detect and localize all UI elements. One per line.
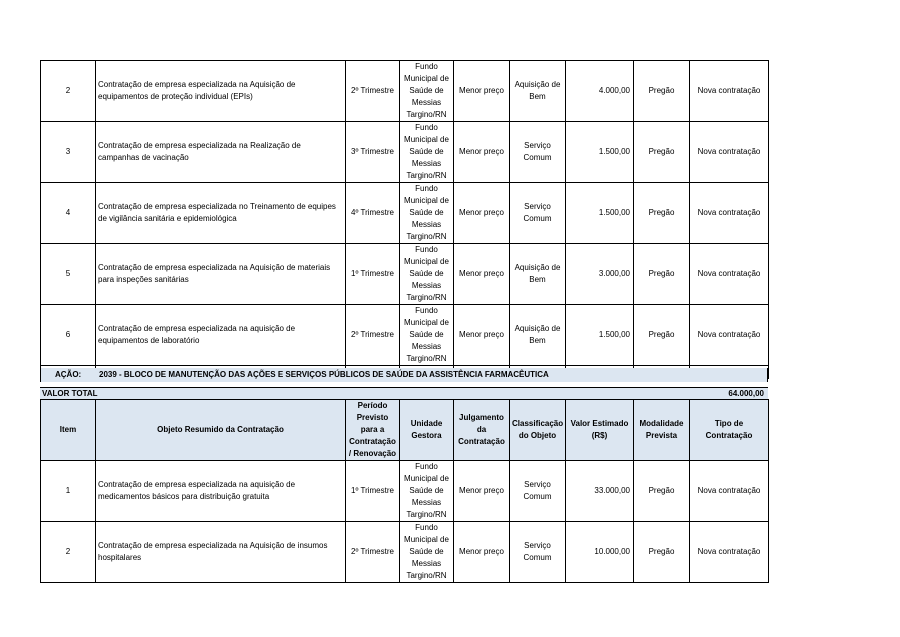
table-row (41, 305, 769, 366)
procurement-table-1 (40, 60, 769, 379)
periodo-cell: 1º Trimestre (346, 461, 400, 522)
tipo-cell: Nova contratação (690, 183, 769, 244)
unidade-cell: Fundo Municipal de Saúde de Messias Targino/RN (400, 122, 454, 183)
modalidade-cell: Pregão (634, 461, 690, 522)
valor-total-value: 64.000,00 (728, 389, 764, 398)
classificacao-cell: Serviço Comum (510, 461, 566, 522)
header-objeto: Objeto Resumido da Contratação (96, 400, 346, 461)
header-item: Item (41, 400, 96, 461)
modalidade-cell: Pregão (634, 522, 690, 583)
julgamento-cell: Menor preço (454, 122, 510, 183)
classificacao-cell: Aquisição de Bem (510, 244, 566, 305)
classificacao-cell: Serviço Comum (510, 183, 566, 244)
unidade-cell: Fundo Municipal de Saúde de Messias Targino/RN (400, 461, 454, 522)
periodo-cell: 2º Trimestre (346, 305, 400, 366)
header-valor: Valor Estimado (R$) (566, 400, 634, 461)
valor-cell: 1.500,00 (566, 183, 634, 244)
item-cell: 2 (41, 522, 96, 583)
julgamento-cell: Menor preço (454, 183, 510, 244)
unidade-cell: Fundo Municipal de Saúde de Messias Targino/RN (400, 244, 454, 305)
periodo-cell: 4º Trimestre (346, 183, 400, 244)
acao-label: AÇÃO: (55, 370, 82, 379)
item-cell: 4 (41, 183, 96, 244)
classificacao-cell: Aquisição de Bem (510, 61, 566, 122)
item-cell: 2 (41, 61, 96, 122)
header-periodo: Período Previsto para a Contratação / Renovação (346, 400, 400, 461)
modalidade-cell: Pregão (634, 183, 690, 244)
table-row (41, 522, 769, 583)
header-modalidade: Modalidade Prevista (634, 400, 690, 461)
item-cell: 6 (41, 305, 96, 366)
classificacao-cell: Serviço Comum (510, 522, 566, 583)
julgamento-cell: Menor preço (454, 244, 510, 305)
objeto-cell: Contratação de empresa especializada na aquisição de equipamentos de laboratório (96, 305, 346, 366)
unidade-cell: Fundo Municipal de Saúde de Messias Targino/RN (400, 522, 454, 583)
tipo-cell: Nova contratação (690, 461, 769, 522)
classificacao-cell: Aquisição de Bem (510, 305, 566, 366)
valor-cell: 1.500,00 (566, 122, 634, 183)
objeto-cell: Contratação de empresa especializada na Realização de campanhas de vacinação (96, 122, 346, 183)
tipo-cell: Nova contratação (690, 244, 769, 305)
header-classificacao: Classificação do Objeto (510, 400, 566, 461)
objeto-cell: Contratação de empresa especializada no Treinamento de equipes de vigilância sanitária e epidemiológica (96, 183, 346, 244)
item-cell: 3 (41, 122, 96, 183)
unidade-cell: Fundo Municipal de Saúde de Messias Targino/RN (400, 183, 454, 244)
valor-cell: 1.500,00 (566, 305, 634, 366)
periodo-cell: 3º Trimestre (346, 122, 400, 183)
tipo-cell: Nova contratação (690, 61, 769, 122)
julgamento-cell: Menor preço (454, 305, 510, 366)
modalidade-cell: Pregão (634, 122, 690, 183)
table-row (41, 461, 769, 522)
header-tipo: Tipo de Contratação (690, 400, 769, 461)
valor-total-label: VALOR TOTAL (42, 389, 98, 398)
acao-text: 2039 - BLOCO DE MANUTENÇÃO DAS AÇÕES E SERVIÇOS PÚBLICOS DE SAÚDE DA ASSISTÊNCIA FARMACÊUTICA (99, 370, 549, 379)
valor-cell: 4.000,00 (566, 61, 634, 122)
tipo-cell: Nova contratação (690, 122, 769, 183)
valor-cell: 33.000,00 (566, 461, 634, 522)
table-row (41, 244, 769, 305)
unidade-cell: Fundo Municipal de Saúde de Messias Targino/RN (400, 61, 454, 122)
modalidade-cell: Pregão (634, 305, 690, 366)
table-row (41, 61, 769, 122)
tipo-cell: Nova contratação (690, 522, 769, 583)
modalidade-cell: Pregão (634, 61, 690, 122)
table-row (41, 122, 769, 183)
objeto-cell: Contratação de empresa especializada na Aquisição de insumos hospitalares (96, 522, 346, 583)
item-cell: 5 (41, 244, 96, 305)
acao-bar (40, 368, 768, 382)
classificacao-cell: Serviço Comum (510, 122, 566, 183)
header-julgamento: Julgamento da Contratação (454, 400, 510, 461)
valor-cell: 3.000,00 (566, 244, 634, 305)
modalidade-cell: Pregão (634, 244, 690, 305)
header-unidade: Unidade Gestora (400, 400, 454, 461)
objeto-cell: Contratação de empresa especializada na Aquisição de equipamentos de proteção individual (EPIs) (96, 61, 346, 122)
periodo-cell: 1º Trimestre (346, 244, 400, 305)
procurement-table-2 (40, 399, 769, 583)
objeto-cell: Contratação de empresa especializada na Aquisição de materiais para inspeções sanitárias (96, 244, 346, 305)
header-row (41, 400, 769, 461)
julgamento-cell: Menor preço (454, 61, 510, 122)
item-cell: 1 (41, 461, 96, 522)
periodo-cell: 2º Trimestre (346, 522, 400, 583)
table-row (41, 183, 769, 244)
julgamento-cell: Menor preço (454, 522, 510, 583)
unidade-cell: Fundo Municipal de Saúde de Messias Targino/RN (400, 305, 454, 366)
valor-total-bar (40, 387, 768, 399)
tipo-cell: Nova contratação (690, 305, 769, 366)
julgamento-cell: Menor preço (454, 461, 510, 522)
objeto-cell: Contratação de empresa especializada na aquisição de medicamentos básicos para distribuição gratuita (96, 461, 346, 522)
valor-cell: 10.000,00 (566, 522, 634, 583)
periodo-cell: 2º Trimestre (346, 61, 400, 122)
